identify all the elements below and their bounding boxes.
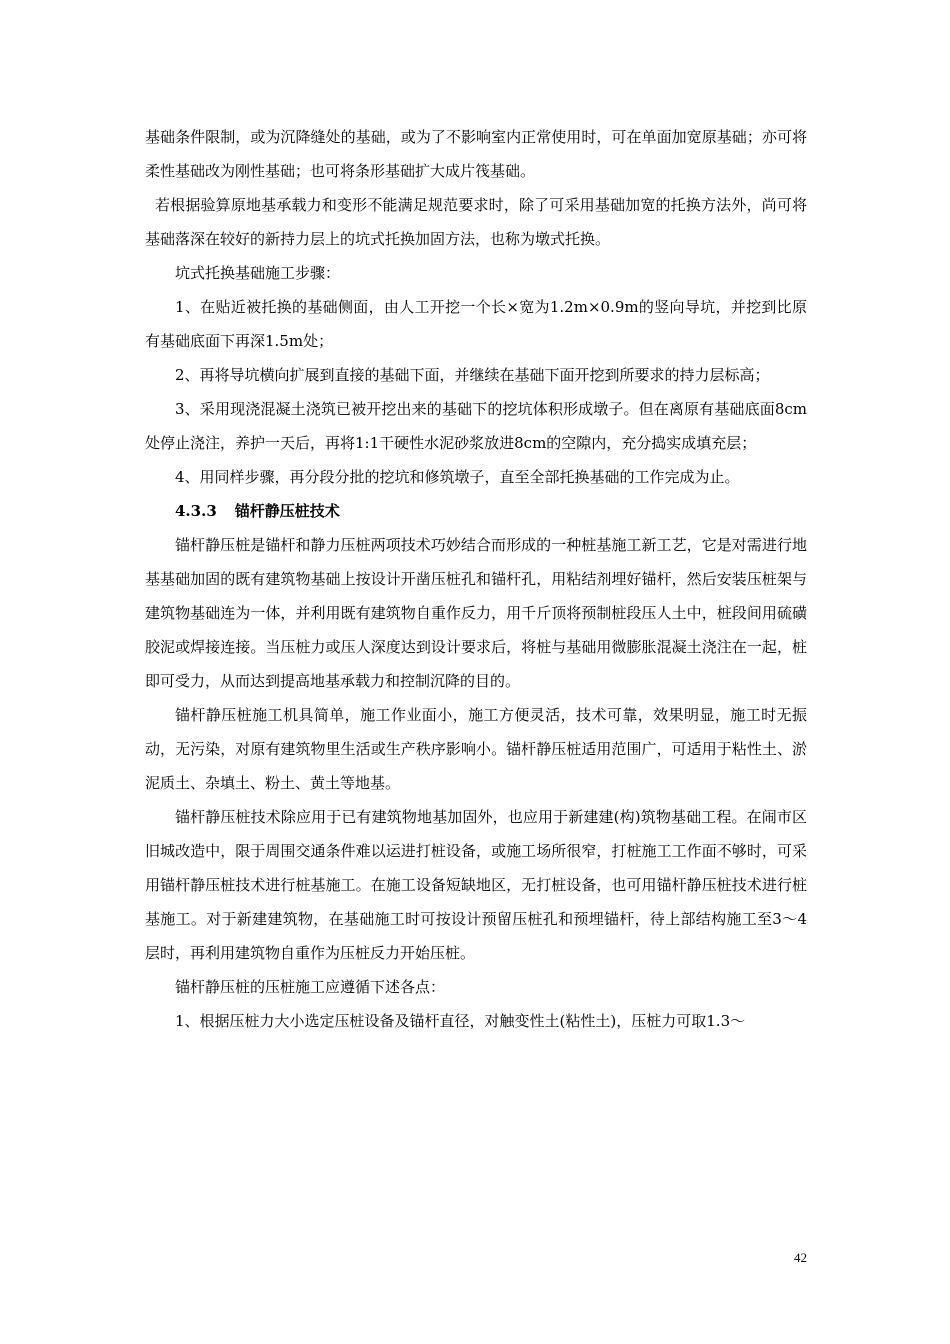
paragraph: 1、在贴近被托换的基础侧面，由人工开挖一个长×宽为1.2m×0.9m的竖向导坑，并挖到比原有基础底面下再深1.5m处； xyxy=(145,298,807,350)
paragraph: 锚杆静压桩技术除应用于已有建筑物地基加固外，也应用于新建建(构)筑物基础工程。在闹市区旧城改造中，限于周围交通条件难以运进打桩设备，或施工场所很窄，打桩施工工作面不够时，可采用锚杆静压桩技术进行桩基施工。在施工设备短缺地区，无打桩设备，也可用锚杆静压桩技术进行桩基施工。对于新建建筑物，在基础施工时可按设计预留压桩孔和预埋锚杆，待上部结构施工至3～4层时，再利用建筑物自重作为压桩反力开始压桩。 xyxy=(145,808,807,962)
paragraph: 锚杆静压桩是锚杆和静力压桩两项技术巧妙结合而形成的一种桩基施工新工艺，它是对需进行地基基础加固的既有建筑物基础上按设计开凿压桩孔和锚杆孔，用粘结剂埋好锚杆，然后安装压桩架与建筑物基础连为一体，并利用既有建筑物自重作反力，用千斤顶将预制桩段压人土中，桩段间用硫磺胶泥或焊接连接。当压桩力或压人深度达到设计要求后，将桩与基础用微膨胀混凝土浇注在一起，桩即可受力，从而达到提高地基承载力和控制沉降的目的。 xyxy=(145,536,807,690)
section-title: 锚杆静压桩技术 xyxy=(234,502,340,520)
paragraph: 若根据验算原地基承载力和变形不能满足规范要求时，除了可采用基础加宽的托换方法外，尚可将基础落深在较好的新持力层上的坑式托换加固方法，也称为墩式托换。 xyxy=(145,196,807,248)
body-text xyxy=(145,120,807,1038)
paragraph: 1、根据压桩力大小选定压桩设备及锚杆直径，对触变性土(粘性土)，压桩力可取1.3～ xyxy=(175,1012,746,1030)
paragraph: 4、用同样步骤，再分段分批的挖坑和修筑墩子，直至全部托换基础的工作完成为止。 xyxy=(175,468,740,486)
section-heading xyxy=(145,494,807,528)
paragraph: 3、采用现浇混凝土浇筑已被开挖出来的基础下的挖坑体积形成墩子。但在离原有基础底面8cm处停止浇注，养护一天后，再将1:1干硬性水泥砂浆放进8cm的空隙内，充分捣实成填充层； xyxy=(145,400,807,452)
paragraph: 坑式托换基础施工步骤： xyxy=(175,264,341,282)
page-number: 42 xyxy=(794,1250,807,1265)
paragraph: 2、再将导坑横向扩展到直接的基础下面，并继续在基础下面开挖到所要求的持力层标高； xyxy=(175,366,770,384)
paragraph: 锚杆静压桩的压桩施工应遵循下述各点： xyxy=(175,978,446,996)
paragraph: 基础条件限制，或为沉降缝处的基础，或为了不影响室内正常使用时，可在单面加宽原基础；亦可将柔性基础改为刚性基础；也可将条形基础扩大成片筏基础。 xyxy=(145,128,807,180)
paragraph: 锚杆静压桩施工机具简单，施工作业面小，施工方便灵活，技术可靠，效果明显，施工时无振动，无污染，对原有建筑物里生活或生产秩序影响小。锚杆静压桩适用范围广，可适用于粘性土、淤泥质土、杂填土、粉土、黄土等地基。 xyxy=(145,706,807,792)
section-number: 4.3.3 xyxy=(175,502,217,520)
